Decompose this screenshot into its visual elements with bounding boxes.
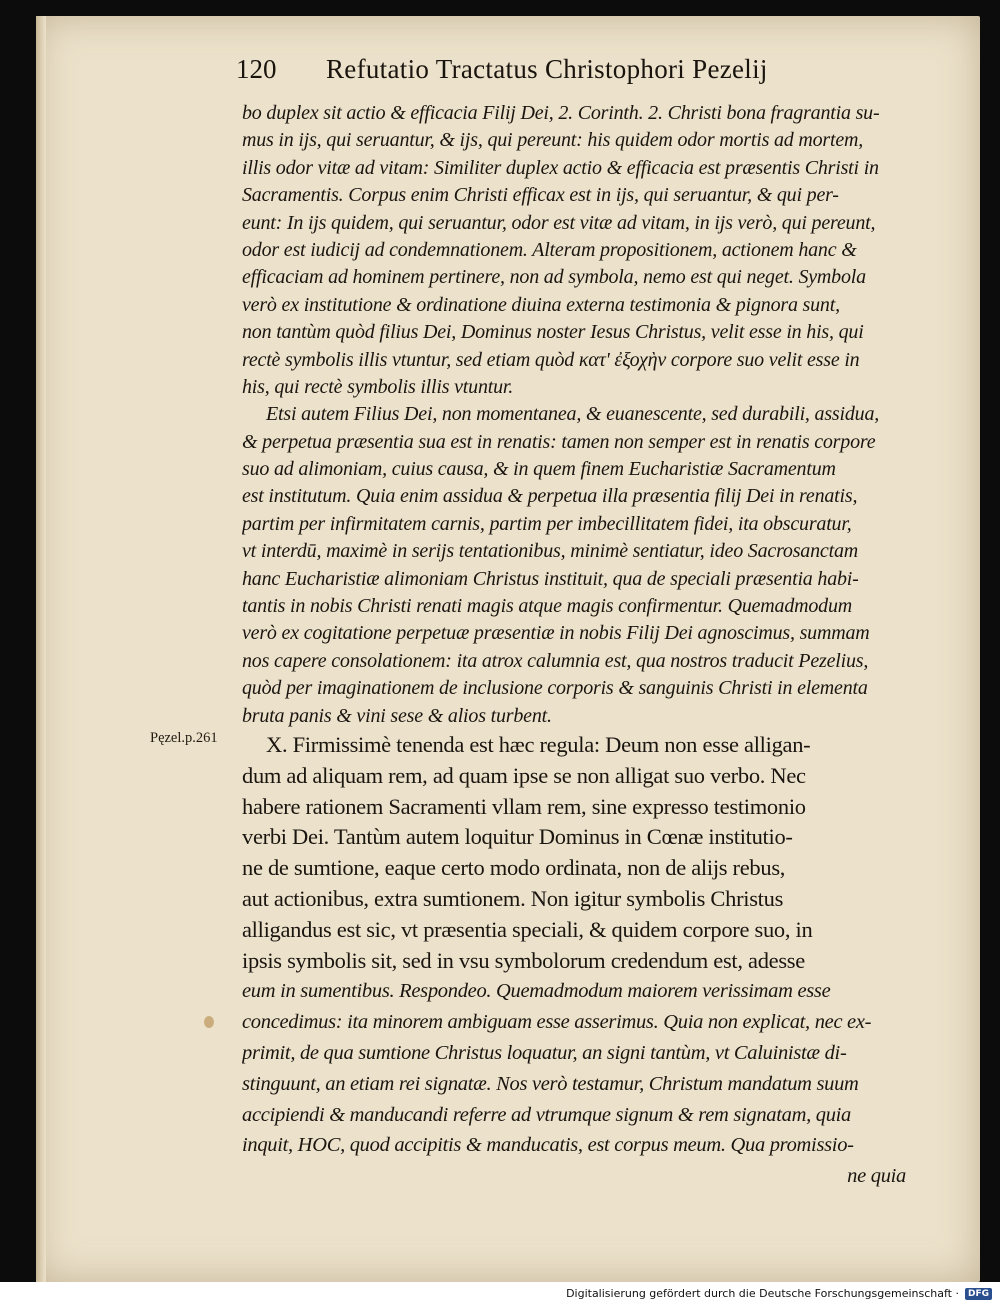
text-line: & perpetua præsentia sua est in renatis: tamen non semper est in renatis corpore: [242, 430, 876, 453]
text-line: partim per infirmitatem carnis, partim per imbecillitatem fidei, ita obscuratur,: [242, 512, 852, 535]
paper-stain: [204, 1016, 214, 1028]
text-line: ne de sumtione, eaque certo modo ordinata, non de alijs rebus,: [242, 855, 786, 881]
text-line: bo duplex sit actio & efficacia Filij Dei, 2. Corinth. 2. Christi bona fragrantia su-: [242, 102, 880, 124]
text-line: tantis in nobis Christi renati magis atque magis confirmentur. Quemadmodum: [242, 595, 853, 618]
text-line: suo ad alimoniam, cuius causa, & in quem finem Eucharistiæ Sacramentum: [242, 458, 836, 481]
paragraph-3: [242, 730, 906, 1192]
text-line: Sacramentis. Corpus enim Christi efficax est in ijs, qui seruantur, & qui per-: [242, 184, 839, 207]
text-line: efficaciam ad hominem pertinere, non ad symbola, nemo est qui neget. Symbola: [242, 266, 866, 289]
text-line: aut actionibus, extra sumtionem. Non igitur symbolis Christus: [242, 885, 784, 911]
text-line: est institutum. Quia enim assidua & perpetua illa præsentia filij Dei in renatis,: [242, 485, 858, 508]
text-line: eunt: In ijs quidem, qui seruantur, odor est vitæ ad vitam, in ijs verò, qui pereunt,: [242, 211, 876, 234]
text-line: nos capere consolationem: ita atrox calumnia est, qua nostros traducit Pezelius,: [242, 649, 869, 672]
text-line: bruta panis & vini sese & alios turbent.: [242, 704, 552, 727]
text-line: dum ad aliquam rem, ad quam ipse se non alligat suo verbo. Nec: [242, 762, 806, 788]
text-line: mus in ijs, qui seruantur, & ijs, qui pereunt: his quidem odor mortis ad mortem,: [242, 129, 864, 152]
book-page: [36, 16, 980, 1282]
text-line: verò ex institutione & ordinatione diuina externa testimonia & pignora sunt,: [242, 293, 840, 316]
dfg-logo: DFG: [965, 1288, 992, 1300]
footer-credit: Digitalisierung gefördert durch die Deutsche Forschungsgemeinschaft ·: [566, 1287, 959, 1300]
body-text: [242, 100, 906, 1192]
page-number: 120: [236, 54, 277, 84]
text-line: X. Firmissimè tenenda est hæc regula: Deum non esse alligan-: [266, 731, 811, 757]
text-line: his, qui rectè symbolis illis vtuntur.: [242, 375, 514, 398]
page-edge: [36, 16, 46, 1282]
text-line: primit, de qua sumtione Christus loquatur, an signi tantùm, vt Caluinistæ di-: [242, 1041, 847, 1064]
paragraph-2: [242, 401, 906, 730]
catchword: ne quia: [847, 1165, 906, 1188]
text-line: illis odor vitæ ad vitam: Similiter duplex actio & efficacia est præsentis Christi in: [242, 156, 879, 179]
digitization-footer: [0, 1282, 1000, 1305]
text-line: quòd per imaginationem de inclusione corporis & sanguinis Christi in elementa: [242, 677, 868, 700]
text-line: rectè symbolis illis vtuntur, sed etiam quòd κατ' ἐξοχὴν corpore suo velit esse in: [242, 348, 860, 371]
text-line: inquit, HOC, quod accipitis & manducatis, est corpus meum. Qua promissio-: [242, 1134, 854, 1157]
text-line: non tantùm quòd filius Dei, Dominus noster Iesus Christus, velit esse in his, qui: [242, 321, 864, 344]
text-line: ipsis symbolis sit, sed in vsu symbolorum credendum est, adesse: [242, 947, 805, 973]
text-line: Etsi autem Filius Dei, non momentanea, & euanescente, sed durabili, assidua,: [266, 403, 880, 426]
running-head: Refutatio Tractatus Christophori Pezelij: [326, 54, 768, 84]
text-line: eum in sumentibus. Respondeo. Quemadmodum maiorem verissimam esse: [242, 980, 831, 1003]
text-line: alligandus est sic, vt præsentia speciali, & quidem corpore suo, in: [242, 916, 813, 942]
text-line: hanc Eucharistiæ alimoniam Christus instituit, qua de speciali præsentia habi-: [242, 567, 859, 590]
text-line: habere rationem Sacramenti vllam rem, sine expresso testimonio: [242, 793, 806, 819]
margin-note: Pęzel.p.261: [150, 730, 218, 746]
text-line: concedimus: ita minorem ambiguam esse asserimus. Quia non explicat, nec ex-: [242, 1011, 872, 1034]
text-line: verbi Dei. Tantùm autem loquitur Dominus in Cœnæ institutio-: [242, 824, 793, 850]
text-line: odor est iudicij ad condemnationem. Alteram propositionem, actionem hanc &: [242, 238, 857, 261]
text-line: verò ex cogitatione perpetuæ præsentiæ in nobis Filij Dei agnoscimus, summam: [242, 622, 870, 645]
paragraph-1: [242, 100, 906, 401]
page-header: [236, 54, 860, 90]
text-line: accipiendi & manducandi referre ad vtrumque signum & rem signatam, quia: [242, 1103, 851, 1126]
text-line: stinguunt, an etiam rei signatæ. Nos verò testamur, Christum mandatum suum: [242, 1072, 859, 1095]
text-line: vt interdū, maximè in serijs tentationibus, minimè sentiatur, ideo Sacrosanctam: [242, 540, 858, 563]
